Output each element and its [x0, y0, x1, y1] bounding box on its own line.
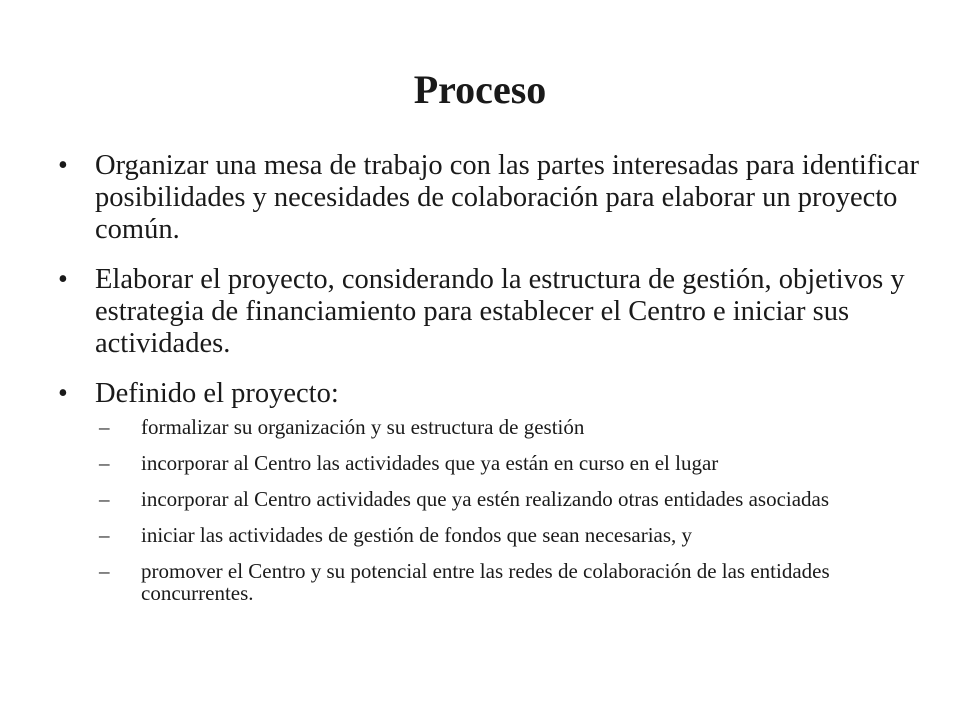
sub-bullet-text: iniciar las actividades de gestión de fondos que sean necesarias, y [141, 523, 693, 547]
bullet-list [58, 150, 928, 604]
sub-bullet-text: incorporar al Centro actividades que ya estén realizando otras entidades asociadas [141, 487, 830, 511]
sub-bullet-text: promover el Centro y su potencial entre las redes de colaboración de las entidades concurrentes. [141, 559, 830, 605]
sub-bullet-text: formalizar su organización y su estructura de gestión [141, 415, 585, 439]
sub-bullet-marker: – [99, 451, 110, 475]
sub-bullet-marker: – [99, 523, 110, 547]
sub-bullet-marker: – [99, 487, 110, 511]
bullet-marker: • [58, 150, 68, 181]
sub-bullet-marker: – [99, 559, 110, 583]
slide-content [58, 150, 928, 618]
sub-bullet-item [95, 488, 928, 510]
bullet-marker: • [58, 378, 68, 409]
sub-bullet-list [95, 416, 928, 604]
sub-bullet-item [95, 560, 928, 604]
sub-bullet-item [95, 416, 928, 438]
bullet-item [58, 264, 928, 360]
sub-bullet-marker: – [99, 415, 110, 439]
sub-bullet-text: incorporar al Centro las actividades que ya están en curso en el lugar [141, 451, 719, 475]
sub-bullet-item [95, 524, 928, 546]
bullet-item [58, 378, 928, 604]
bullet-item [58, 150, 928, 246]
bullet-text: Definido el proyecto: [95, 378, 339, 409]
slide-title: Proceso [413, 67, 547, 112]
bullet-marker: • [58, 264, 68, 295]
bullet-text: Organizar una mesa de trabajo con las partes interesadas para identificar posibilidades y necesidades de colaboración para elaborar un proyecto común. [95, 150, 920, 245]
sub-bullet-item [95, 452, 928, 474]
bullet-text: Elaborar el proyecto, considerando la estructura de gestión, objetivos y estrategia de financiamiento para establecer el Centro e iniciar sus actividades. [95, 264, 905, 359]
